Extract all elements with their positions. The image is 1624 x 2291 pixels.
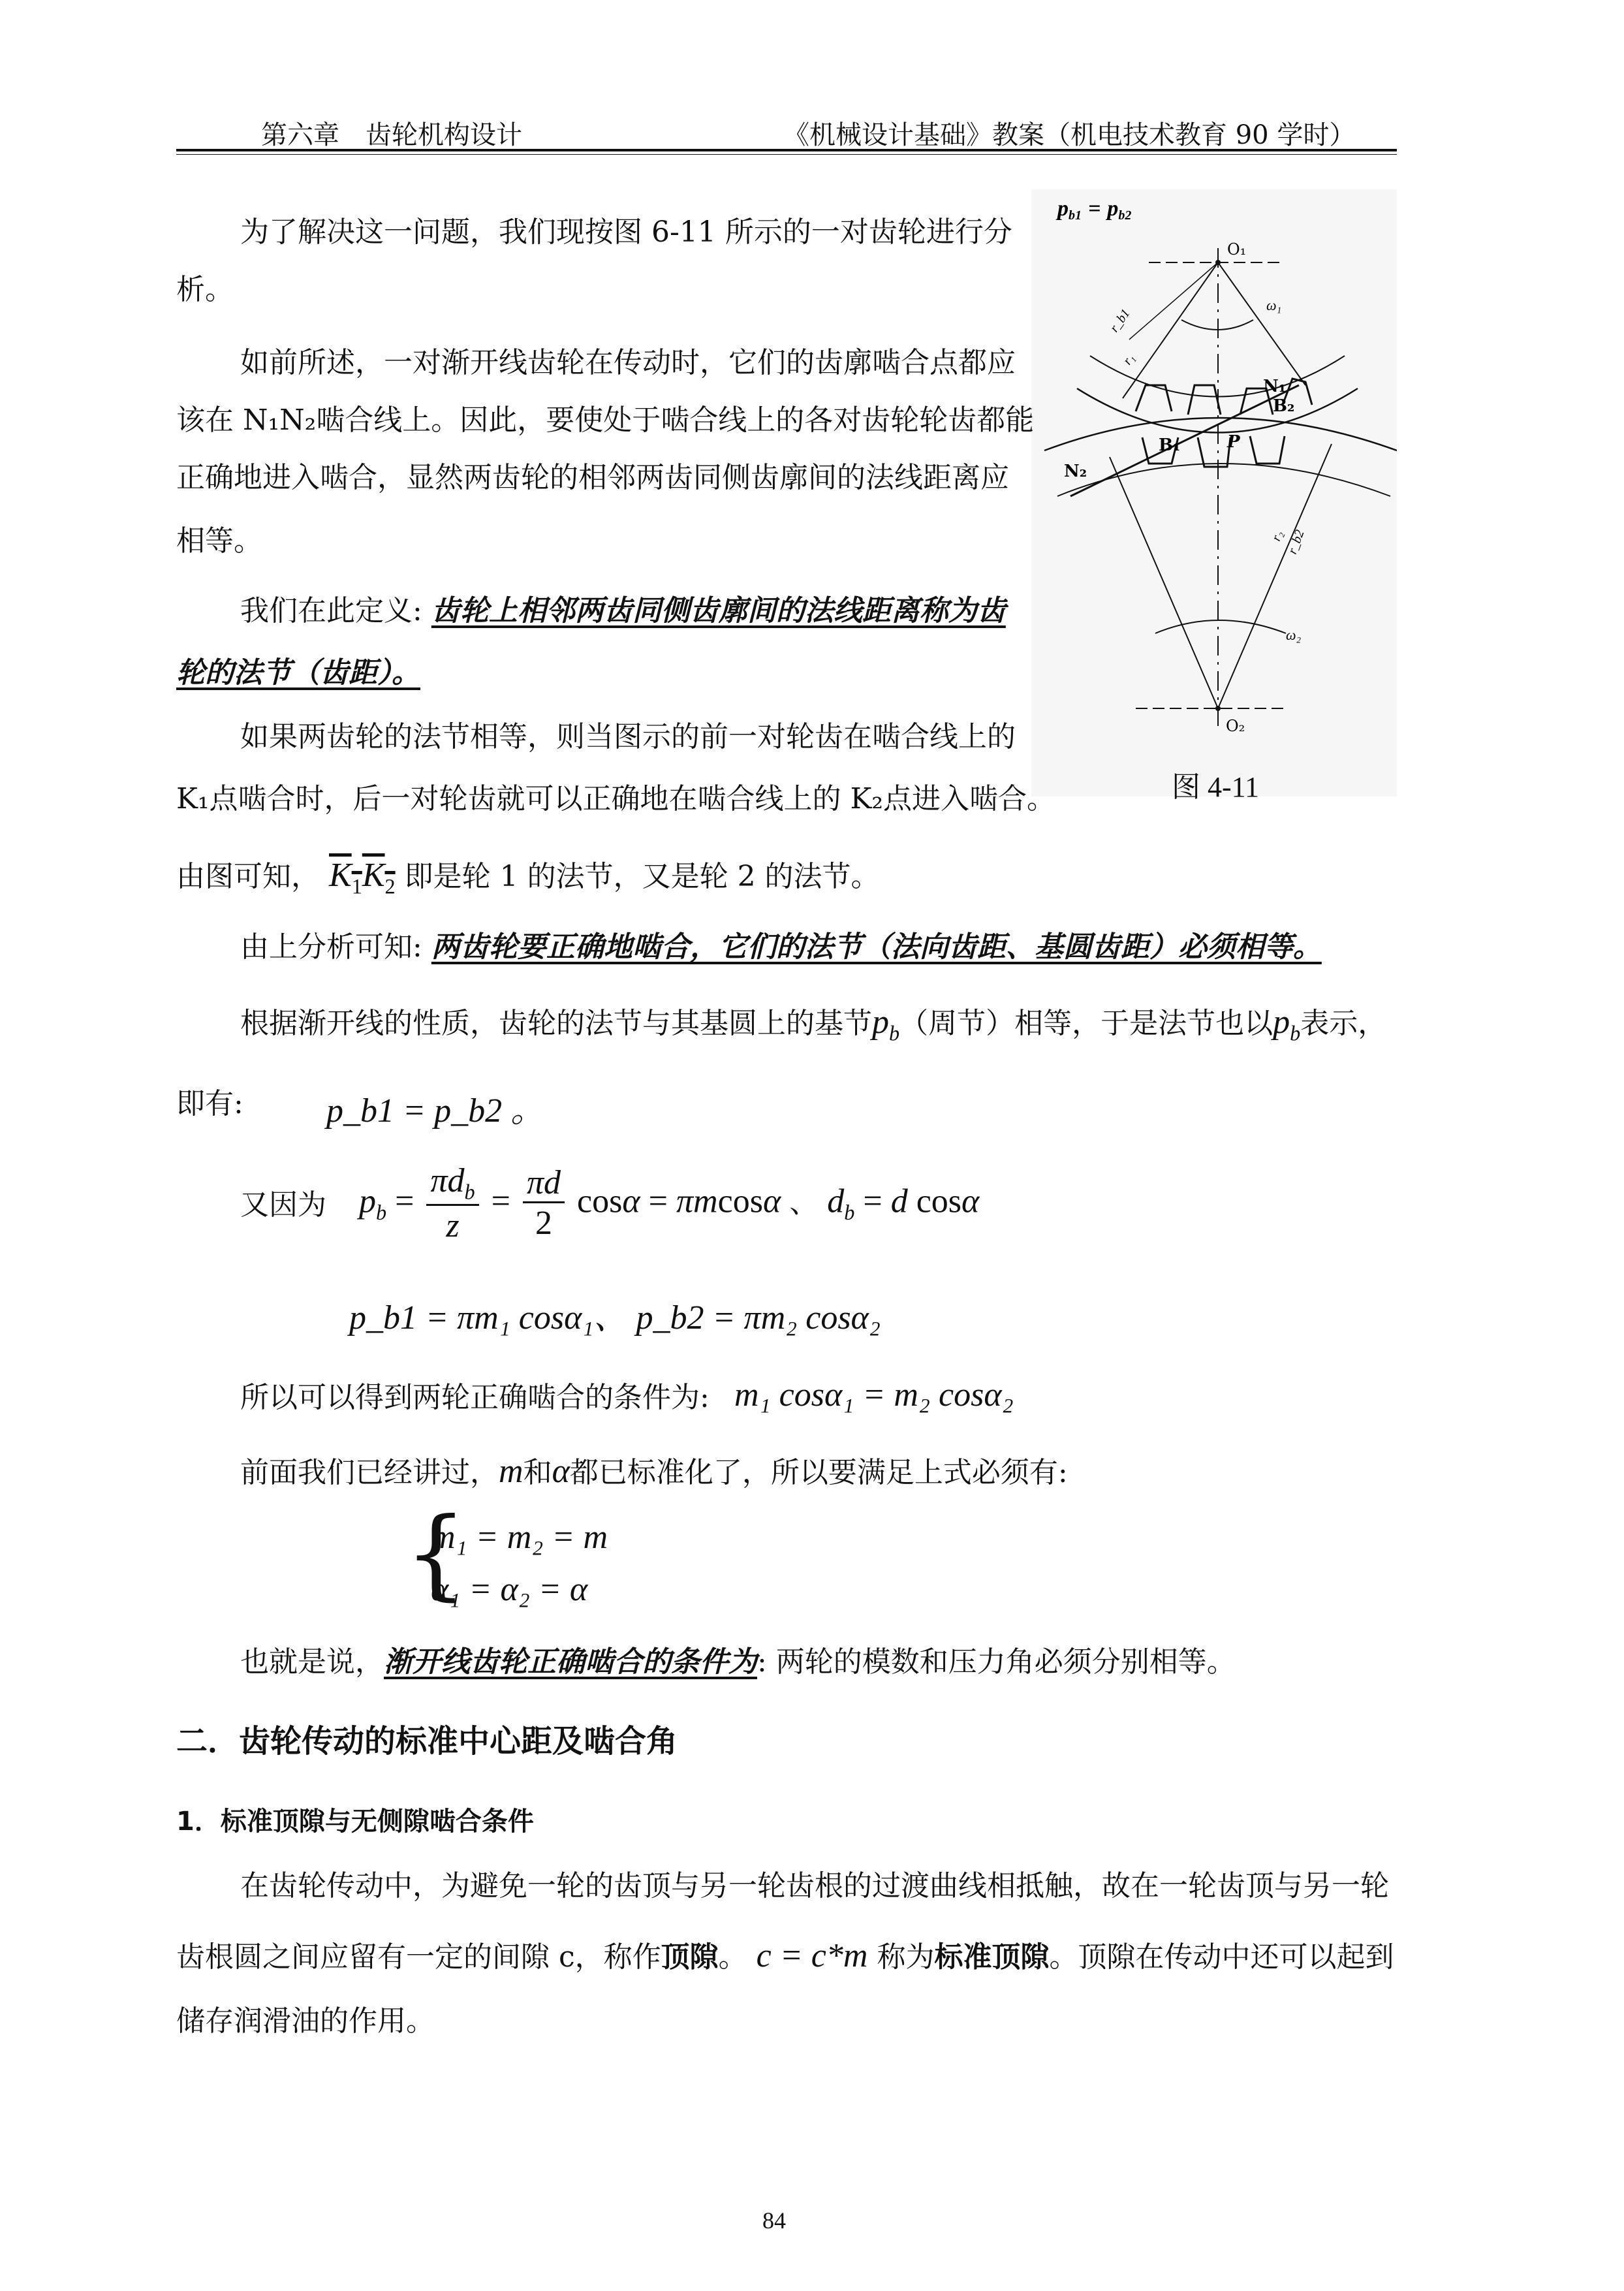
para3-prefix: 我们在此定义: [240, 594, 422, 627]
para3-line2 [176, 656, 420, 691]
para4-line2: K₁点啮合时，后一对轮齿就可以正确地在啮合线上的 K₂点进入啮合。 [176, 782, 1056, 815]
label-n1: N₁ [1263, 377, 1287, 396]
para2-line3: 正确地进入啮合，显然两齿轮的相邻两齿同侧齿廓间的法线距离应 [176, 461, 1009, 494]
equation-pb-definition: $p_b$ = $\frac{\pi d_b}{z}$ = $\frac{\pi d}{2}$ cosα = πmcosα 、 $d_b = d$ cosα [359, 1162, 980, 1244]
para2-line1: 如前所述，一对渐开线齿轮在传动时，它们的齿廓啮合点都应 [240, 346, 1016, 379]
section2-para3: 储存润滑油的作用。 [176, 2004, 435, 2038]
symbol-pb: $p_b$ [872, 1003, 900, 1045]
segment-k1k2: $K_1K_2$ [329, 857, 396, 898]
para7: 根据渐开线的性质，齿轮的法节与其基圆上的基节$p_b$（周节）相等，于是法节也以$p_b$表示， [240, 1003, 1387, 1045]
page-number: 84 [762, 2207, 786, 2234]
para8-prefix: 即有: [176, 1087, 243, 1120]
meshing-condition-emphasis: 渐开线齿轮正确啮合的条件为 [384, 1645, 757, 1679]
para11-prefix: 所以可以得到两轮正确啮合的条件为: [240, 1381, 710, 1414]
label-p: P [1227, 432, 1240, 452]
system-line-1: m₁ = m₂ = m [431, 1519, 608, 1556]
definition-emphasis-1: 齿轮上相邻两齿同侧齿廓间的法线距离称为齿 [431, 594, 1006, 627]
system-line-2: α₁ = α₂ = α [431, 1571, 588, 1608]
label-n2: N₂ [1064, 462, 1087, 481]
equation-pb-equal: p_b1 = p_b2 。 [326, 1092, 545, 1130]
para1-line2: 析。 [176, 273, 234, 306]
label-omega2: ω₂ [1286, 627, 1302, 643]
para5-prefix: 由图可知， [176, 860, 320, 893]
para5 [176, 855, 880, 899]
para6 [240, 930, 1322, 965]
label-r1: r₁ [1120, 351, 1138, 368]
header-course-title: 《机械设计基础》教案（机电技术教育 90 学时） [783, 120, 1356, 150]
gear-figure [1031, 189, 1397, 797]
para5-suffix: 即是轮 1 的法节，又是轮 2 的法节。 [404, 860, 880, 893]
label-r2: r₂ [1269, 529, 1286, 543]
para13: 也就是说，渐开线齿轮正确啮合的条件为: 两轮的模数和压力角必须分别相等。 [240, 1645, 1236, 1679]
label-o2: O₂ [1226, 717, 1245, 735]
equation-clearance: c = c*m [756, 1937, 868, 1974]
equation-pb1-pb2: p_b1 = πm₁ cosα₁、 p_b2 = πm₂ cosα₂ [349, 1299, 881, 1336]
para1-line1: 为了解决这一问题，我们现按图 6-11 所示的一对齿轮进行分 [240, 215, 1012, 249]
para9-prefix: 又因为 [240, 1188, 326, 1222]
term-standard-clearance: 标准顶隙 [934, 1940, 1050, 1974]
term-clearance: 顶隙 [661, 1940, 719, 1974]
subsection-heading: 1．标准顶隙与无侧隙啮合条件 [176, 1807, 534, 1837]
section-heading: 二．齿轮传动的标准中心距及啮合角 [176, 1723, 678, 1760]
para4-line1: 如果两齿轮的法节相等，则当图示的前一对轮齿在啮合线上的 [240, 720, 1016, 753]
header-rule [176, 149, 1397, 151]
para3-line1 [240, 594, 1006, 629]
equation-meshing-condition: m₁ cosα₁ = m₂ cosα₂ [734, 1376, 1014, 1414]
header-chapter: 第六章 齿轮机构设计 [261, 120, 522, 150]
label-omega1: ω₁ [1266, 297, 1282, 313]
figure-caption: 图 4-11 [1172, 771, 1260, 803]
symbol-pb-2: $p_b$ [1273, 1003, 1301, 1045]
figure-formula: pb1 = pb2 [1057, 197, 1132, 223]
conclusion-emphasis: 两齿轮要正确地啮合，它们的法节（法向齿距、基圆齿距）必须相等。 [431, 930, 1322, 964]
para2-line2: 该在 N₁N₂啮合线上。因此，要使处于啮合线上的各对齿轮轮齿都能 [176, 403, 1035, 437]
para12: 前面我们已经讲过，m和α都已标准化了，所以要满足上式必须有: [240, 1453, 1068, 1490]
label-b2: B₂ [1273, 396, 1295, 416]
definition-emphasis-2: 轮的法节（齿距）。 [176, 656, 420, 689]
gear-mesh-diagram [1031, 189, 1397, 797]
label-rb1: r_b1 [1107, 306, 1133, 335]
header-rule-thin [176, 154, 1397, 155]
section2-para1: 在齿轮传动中，为避免一轮的齿顶与另一轮齿根的过渡曲线相抵触，故在一轮齿顶与另一轮 [240, 1869, 1389, 1903]
para2-line4: 相等。 [176, 524, 262, 558]
label-b1: B₁ [1159, 435, 1181, 455]
label-rb2: r_b2 [1285, 528, 1307, 556]
section2-para2: 齿根圆之间应留有一定的间隙 c，称作顶隙。 c = c*m 称为标准顶隙。顶隙在传动中还可以起到 [176, 1937, 1394, 1974]
system-brace: { [405, 1497, 467, 1611]
para6-prefix: 由上分析可知: [240, 930, 422, 964]
label-o1: O₁ [1227, 240, 1247, 259]
